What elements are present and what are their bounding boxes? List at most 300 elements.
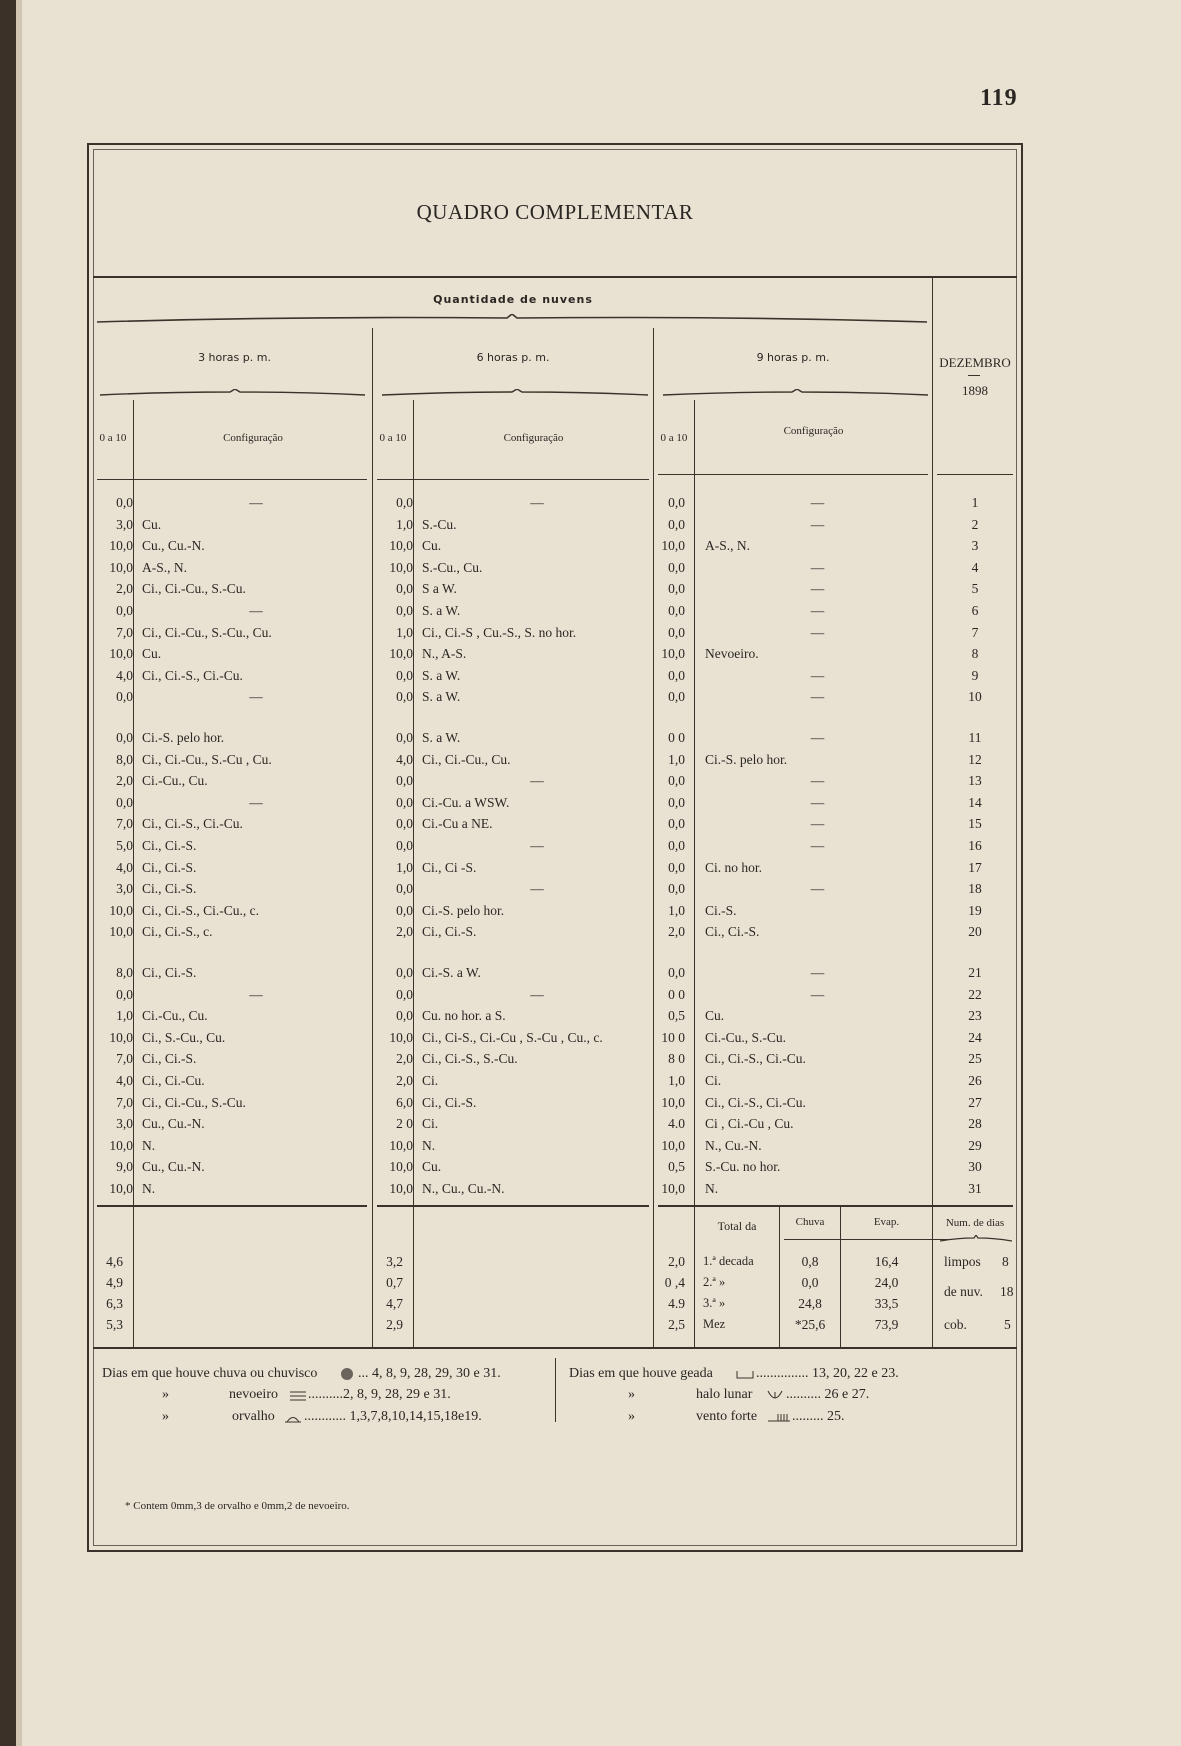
value-9pm: 0,0 — [668, 816, 685, 832]
config-3pm: — — [249, 495, 263, 510]
config-6pm: Ci.-S. a W. — [422, 965, 481, 980]
value-3pm: 2,0 — [116, 773, 133, 789]
days-cloudy-label: de nuv. — [944, 1284, 983, 1299]
page-binding-edge — [0, 0, 16, 1746]
config-3pm: Ci., Ci.-S., Ci.-Cu. — [142, 667, 243, 683]
value-6pm: 10,0 — [389, 646, 413, 662]
config-6pm: Cu. — [422, 1159, 442, 1175]
days-brace-icon — [940, 1235, 1012, 1243]
value-3pm: 7,0 — [116, 1094, 133, 1110]
config-6pm: Ci., Ci -S. — [422, 859, 477, 875]
day-number: 15 — [968, 816, 982, 832]
config-9pm: Ci., Ci.-S., Ci.-Cu. — [705, 1094, 806, 1110]
config-6pm: Ci., Ci.-S., S.-Cu. — [422, 1051, 518, 1067]
value-3pm: 0,0 — [116, 689, 133, 705]
summary-days-header: Num. de dias — [945, 1217, 1005, 1229]
value-6pm: 10,0 — [389, 559, 413, 575]
dew-symbol-icon — [284, 1413, 302, 1423]
config-3pm: Ci., Ci.-S. — [142, 965, 197, 980]
value-3pm: 7,0 — [116, 816, 133, 832]
dew-days: ............ 1,3,7,8,10,14,15,18e19. — [304, 1409, 482, 1424]
config-6pm: N., Cu., Cu.-N. — [422, 1181, 505, 1196]
value-9pm: 4.0 — [668, 1116, 685, 1132]
config-3pm: Ci., Ci.-S., Ci.-Cu., c. — [142, 902, 260, 918]
days-cloudy-value: 18 — [1000, 1284, 1014, 1299]
value-9pm: 10,0 — [661, 1094, 685, 1110]
config-3pm: Ci., Ci.-S. — [142, 859, 197, 875]
value-6pm: 10,0 — [389, 538, 413, 554]
value-9pm: 0,0 — [668, 965, 685, 980]
value-6pm: 6,0 — [396, 1094, 413, 1110]
summary-value-3pm: 6,3 — [106, 1296, 123, 1311]
value-3pm: 1,0 — [116, 1008, 133, 1024]
config-3pm: N. — [142, 1181, 156, 1196]
summary-evap: 24,0 — [874, 1275, 899, 1290]
summary-value-6pm: 3,2 — [386, 1254, 403, 1269]
config-6pm: — — [530, 495, 544, 510]
header-underline-a — [97, 479, 367, 480]
day-number: 12 — [968, 751, 982, 767]
summary-value-3pm: 4,6 — [106, 1254, 123, 1269]
value-9pm: 0,0 — [668, 624, 685, 640]
value-3pm: 0,0 — [116, 794, 133, 810]
days-clear-value: 8 — [1002, 1254, 1009, 1269]
fog-days: ..........2, 8, 9, 28, 29 e 31. — [308, 1387, 451, 1402]
config-6pm: N., A-S. — [422, 646, 467, 662]
config-3pm: — — [249, 689, 263, 705]
month-label: DEZEMBRO — [939, 355, 1011, 370]
value-3pm: 3,0 — [116, 1116, 133, 1132]
value-3pm: 10,0 — [109, 1181, 133, 1196]
summary-evap-header: Evap. — [873, 1216, 900, 1228]
summary-evap: 33,5 — [874, 1296, 899, 1311]
value-9pm: 0 0 — [668, 986, 685, 1002]
value-3pm: 0,0 — [116, 730, 133, 745]
day-number: 20 — [968, 924, 982, 940]
config-3pm: Ci., S.-Cu., Cu. — [142, 1029, 226, 1045]
month-dash — [968, 375, 980, 376]
config-9pm: Nevoeiro. — [705, 646, 759, 662]
config-6pm: Ci. — [422, 1116, 439, 1132]
config-3pm: Ci.-Cu., Cu. — [142, 1008, 208, 1024]
summary-rain: 24,8 — [798, 1296, 822, 1311]
summary-period: 1.ª decada — [703, 1254, 754, 1268]
value-6pm: 0,0 — [396, 902, 413, 918]
config-9pm: Ci. no hor. — [705, 859, 763, 875]
config-9pm: A-S., N. — [705, 538, 751, 554]
day-number: 29 — [968, 1137, 982, 1153]
value-3pm: 7,0 — [116, 1051, 133, 1067]
summary-value-9pm: 2,0 — [668, 1254, 685, 1269]
header-underline-b — [377, 479, 649, 480]
config-6pm: Ci.-Cu. a WSW. — [422, 794, 510, 810]
value-6pm: 2 0 — [396, 1116, 413, 1132]
config-6pm: S a W. — [422, 581, 457, 597]
config-3pm: Cu. — [142, 516, 162, 532]
config-3pm: — — [249, 603, 263, 618]
config-6pm: S. a W. — [422, 730, 461, 745]
config-3pm: A-S., N. — [142, 559, 188, 575]
value-6pm: 4,0 — [396, 751, 413, 767]
value-6pm: 0,0 — [396, 667, 413, 683]
day-number: 13 — [968, 773, 982, 789]
value-9pm: 0,0 — [668, 794, 685, 810]
config-3pm: Ci., Ci.-S., Ci.-Cu. — [142, 816, 243, 832]
frost-symbol-icon — [736, 1368, 754, 1380]
summary-value-9pm: 2,5 — [668, 1317, 685, 1332]
value-9pm: 0,5 — [668, 1159, 685, 1175]
config-6pm: — — [530, 986, 544, 1002]
day-number: 25 — [968, 1051, 982, 1067]
config-9pm: Ci.-S. pelo hor. — [705, 751, 788, 767]
config-3pm: Ci.-Cu., Cu. — [142, 773, 208, 789]
config-9pm: — — [810, 495, 825, 510]
value-3pm: 10,0 — [109, 1137, 133, 1153]
footer-divider — [555, 1358, 556, 1422]
day-number: 21 — [968, 965, 982, 980]
summary-value-6pm: 0,7 — [386, 1275, 403, 1290]
summary-rain: *25,6 — [794, 1317, 826, 1332]
summary-rule-a — [97, 1205, 367, 1207]
value-9pm: 0,0 — [668, 581, 685, 597]
value-3pm: 0,0 — [116, 603, 133, 618]
config-9pm: — — [810, 689, 825, 705]
value-3pm: 10,0 — [109, 1029, 133, 1045]
config-9pm: — — [810, 603, 825, 618]
value-9pm: 0,0 — [668, 773, 685, 789]
config-3pm: Ci., Ci.-S. — [142, 838, 197, 853]
day-number: 28 — [968, 1116, 982, 1132]
value-3pm: 10,0 — [109, 559, 133, 575]
value-9pm: 0,0 — [668, 689, 685, 705]
month-column-divider — [932, 277, 933, 1347]
config-9pm: Cu. — [705, 1008, 725, 1024]
summary-period: 2.ª » — [703, 1275, 726, 1289]
value-6pm: 10,0 — [389, 1137, 413, 1153]
fog-symbol-icon — [290, 1391, 306, 1401]
config-3pm: Cu., Cu.-N. — [142, 1116, 205, 1132]
lunar-halo-icon — [766, 1389, 784, 1401]
value-3pm: 3,0 — [116, 881, 133, 897]
config-6pm: Ci., Ci.-Cu., Cu. — [422, 751, 511, 767]
value-3pm: 7,0 — [116, 624, 133, 640]
value-9pm: 10,0 — [661, 1137, 685, 1153]
value-3pm: 3,0 — [116, 516, 133, 532]
config-6pm: S.-Cu. — [422, 516, 457, 532]
summary-rule-c — [658, 1205, 1013, 1207]
config-9pm: Ci., Ci.-S., Ci.-Cu. — [705, 1051, 806, 1067]
summary-value-9pm: 0 ,4 — [664, 1275, 685, 1290]
days-clear-label: limpos — [944, 1254, 981, 1269]
config-3pm: Ci., Ci.-Cu., S.-Cu., Cu. — [142, 624, 272, 640]
day-number: 24 — [968, 1029, 982, 1045]
page-binding-shadow — [16, 0, 22, 1746]
summary-total-header: Total da — [717, 1219, 757, 1233]
summary-rain: 0,0 — [801, 1275, 819, 1290]
day-number: 10 — [968, 689, 982, 705]
time-3pm: 3 horas p. m. — [198, 351, 271, 364]
config-label-c: Configuração — [783, 425, 844, 437]
value-3pm: 10,0 — [109, 902, 133, 918]
time-9pm: 9 horas p. m. — [756, 351, 830, 364]
config-3pm: — — [249, 794, 263, 810]
frost-days: ............... 13, 20, 22 e 23. — [756, 1366, 899, 1381]
year-label: 1898 — [962, 383, 988, 398]
config-9pm: N. — [705, 1181, 719, 1196]
summary-rain: 0,8 — [801, 1254, 819, 1269]
config-6pm: S. a W. — [422, 603, 461, 618]
day-number: 30 — [968, 1159, 982, 1175]
page-title: QUADRO COMPLEMENTAR — [416, 200, 694, 224]
header-rule — [93, 276, 1017, 278]
config-3pm: Ci., Ci.-Cu., S.-Cu. — [142, 1094, 246, 1110]
summary-period: Mez — [703, 1317, 726, 1331]
value-9pm: 2,0 — [668, 924, 685, 940]
summary-value-3pm: 5,3 — [106, 1317, 123, 1332]
value-9pm: 0,0 — [668, 881, 685, 897]
value-6pm: 0,0 — [396, 773, 413, 789]
config-6pm: — — [530, 773, 544, 789]
value-9pm: 0,0 — [668, 603, 685, 618]
summary-value-6pm: 2,9 — [386, 1317, 403, 1332]
value-6pm: 0,0 — [396, 794, 413, 810]
cloud-quantity-heading: Quantidade de nuvens — [433, 293, 593, 306]
value-3pm: 0,0 — [116, 986, 133, 1002]
config-3pm: Ci., Ci.-Cu. — [142, 1073, 205, 1088]
config-6pm: Ci., Ci-S., Ci.-Cu , S.-Cu , Cu., c. — [422, 1029, 603, 1045]
config-9pm: N., Cu.-N. — [705, 1137, 762, 1153]
config-9pm: — — [810, 730, 825, 745]
summary-value-6pm: 4,7 — [386, 1296, 403, 1311]
config-6pm: N. — [422, 1137, 436, 1153]
value-6pm: 2,0 — [396, 1073, 413, 1088]
summary-value-9pm: 4.9 — [668, 1296, 685, 1311]
config-9pm: — — [810, 624, 825, 640]
value-3pm: 8,0 — [116, 751, 133, 767]
rain-days: ... 4, 8, 9, 28, 29, 30 e 31. — [358, 1366, 501, 1381]
summary-rain-header: Chuva — [795, 1216, 825, 1228]
time-braces-icon — [100, 389, 940, 399]
strong-wind-icon — [768, 1411, 790, 1423]
header-underline-d — [937, 474, 1013, 475]
config-9pm: Ci , Ci.-Cu , Cu. — [705, 1116, 794, 1132]
config-3pm: — — [249, 986, 263, 1002]
fog-label: nevoeiro — [229, 1387, 278, 1402]
value-9pm: 1,0 — [668, 902, 685, 918]
config-3pm: Ci., Ci.-Cu., S.-Cu , Cu. — [142, 751, 272, 767]
day-number: 4 — [971, 559, 979, 575]
day-number: 8 — [971, 646, 979, 662]
halo-label: halo lunar — [696, 1387, 753, 1402]
config-6pm: Ci., Ci.-S , Cu.-S., S. no hor. — [422, 624, 577, 640]
value-3pm: 10,0 — [109, 924, 133, 940]
config-6pm: Ci.-S. pelo hor. — [422, 902, 505, 918]
value-9pm: 10,0 — [661, 646, 685, 662]
config-9pm: — — [810, 986, 825, 1002]
day-number: 16 — [968, 838, 982, 853]
config-6pm: Cu. no hor. a S. — [422, 1008, 506, 1024]
config-3pm: Cu. — [142, 646, 162, 662]
day-number: 17 — [968, 859, 982, 875]
day-number: 5 — [971, 581, 979, 597]
value-9pm: 0,0 — [668, 516, 685, 532]
config-9pm: Ci.-S. — [705, 902, 737, 918]
value-9pm: 0,0 — [668, 667, 685, 683]
day-number: 14 — [968, 794, 982, 810]
value-6pm: 1,0 — [396, 516, 413, 532]
day-number: 6 — [971, 603, 979, 618]
value-6pm: 1,0 — [396, 859, 413, 875]
dew-label: orvalho — [232, 1409, 275, 1424]
value-6pm: 0,0 — [396, 816, 413, 832]
value-3pm: 4,0 — [116, 859, 133, 875]
rain-label: Dias em que houve chuva ou chuvisco — [102, 1366, 318, 1381]
value-9pm: 0,0 — [668, 838, 685, 853]
header-underline-c — [658, 474, 928, 475]
config-3pm: Cu., Cu.-N. — [142, 1159, 205, 1175]
value-9pm: 8 0 — [668, 1051, 685, 1067]
ornamental-brace-icon — [97, 314, 927, 324]
value-6pm: 0,0 — [396, 965, 413, 980]
config-9pm: — — [810, 881, 825, 897]
value-3pm: 10,0 — [109, 538, 133, 554]
config-3pm: Ci., Ci.-S. — [142, 1051, 197, 1067]
value-6pm: 0,0 — [396, 1008, 413, 1024]
summary-rule-b — [377, 1205, 649, 1207]
config-9pm: Ci., Ci.-S. — [705, 924, 760, 940]
config-6pm: Ci., Ci.-S. — [422, 924, 477, 940]
summary-evap: 73,9 — [874, 1317, 899, 1332]
config-3pm: Ci., Ci.-S. — [142, 881, 197, 897]
footnote: * Contem 0mm,3 de orvalho e 0mm,2 de nevoeiro. — [125, 1500, 350, 1512]
dew-prefix: » — [162, 1409, 169, 1424]
day-number: 27 — [968, 1094, 982, 1110]
config-9pm: S.-Cu. no hor. — [705, 1159, 781, 1175]
value-9pm: 10,0 — [661, 1181, 685, 1196]
value-3pm: 4,0 — [116, 667, 133, 683]
frost-label: Dias em que houve geada — [569, 1366, 713, 1381]
config-label-a: Configuração — [223, 432, 283, 444]
value-6pm: 0,0 — [396, 986, 413, 1002]
value-9pm: 0,0 — [668, 495, 685, 510]
value-6pm: 0,0 — [396, 689, 413, 705]
config-9pm: — — [810, 838, 825, 853]
days-covered-value: 5 — [1004, 1317, 1011, 1332]
value-9pm: 10,0 — [661, 538, 685, 554]
value-6pm: 0,0 — [396, 881, 413, 897]
config-6pm: Ci. — [422, 1073, 439, 1088]
wind-prefix: » — [628, 1409, 635, 1424]
time-6pm: 6 horas p. m. — [476, 351, 550, 364]
config-6pm: Ci., Ci.-S. — [422, 1094, 477, 1110]
range-label-a: 0 a 10 — [99, 432, 127, 444]
config-9pm: — — [810, 965, 825, 980]
day-number: 19 — [968, 902, 982, 918]
value-9pm: 0,5 — [668, 1008, 685, 1024]
day-number: 31 — [968, 1181, 982, 1196]
day-number: 23 — [968, 1008, 982, 1024]
summary-period: 3.ª » — [703, 1296, 726, 1310]
value-3pm: 2,0 — [116, 581, 133, 597]
config-9pm: Ci. — [705, 1073, 722, 1088]
day-number: 22 — [968, 986, 982, 1002]
config-9pm: — — [810, 794, 825, 810]
value-3pm: 4,0 — [116, 1073, 133, 1088]
summary-value-3pm: 4,9 — [106, 1275, 123, 1290]
config-label-b: Configuração — [503, 432, 564, 444]
value-6pm: 2,0 — [396, 1051, 413, 1067]
config-9pm: — — [810, 559, 825, 575]
day-number: 11 — [968, 730, 982, 745]
value-6pm: 0,0 — [396, 495, 413, 510]
day-number: 7 — [971, 624, 979, 640]
day-number: 26 — [968, 1073, 982, 1088]
days-covered-label: cob. — [944, 1317, 967, 1332]
value-9pm: 10 0 — [661, 1029, 685, 1045]
value-3pm: 0,0 — [116, 495, 133, 510]
config-6pm: Cu. — [422, 538, 442, 554]
value-6pm: 0,0 — [396, 603, 413, 618]
day-number: 3 — [971, 538, 979, 554]
config-9pm: Ci.-Cu., S.-Cu. — [705, 1029, 787, 1045]
summary-evap: 16,4 — [874, 1254, 899, 1269]
value-9pm: 0 0 — [668, 730, 685, 745]
footer-rule — [93, 1347, 1017, 1349]
page-number: 119 — [980, 85, 1018, 111]
day-number: 9 — [971, 667, 979, 683]
config-3pm: Ci., Ci.-Cu., S.-Cu. — [142, 581, 246, 597]
day-number: 18 — [968, 881, 982, 897]
wind-days: ......... 25. — [792, 1409, 845, 1424]
config-6pm: — — [530, 881, 544, 897]
value-6pm: 1,0 — [396, 624, 413, 640]
value-3pm: 9,0 — [116, 1159, 133, 1175]
config-3pm: N. — [142, 1137, 156, 1153]
config-9pm: — — [810, 667, 825, 683]
day-number: 2 — [971, 516, 979, 532]
value-3pm: 8,0 — [116, 965, 133, 980]
halo-days: .......... 26 e 27. — [786, 1387, 870, 1402]
config-6pm: S.-Cu., Cu. — [422, 559, 483, 575]
value-6pm: 10,0 — [389, 1029, 413, 1045]
fog-prefix: » — [162, 1387, 169, 1402]
value-6pm: 0,0 — [396, 838, 413, 853]
summary-subheader-rule — [784, 1239, 952, 1240]
config-9pm: — — [810, 816, 825, 832]
day-number: 1 — [971, 495, 979, 510]
value-6pm: 10,0 — [389, 1181, 413, 1196]
config-3pm: Ci., Ci.-S., c. — [142, 924, 213, 940]
config-3pm: Ci.-S. pelo hor. — [142, 730, 225, 745]
config-6pm: S. a W. — [422, 667, 461, 683]
value-9pm: 0,0 — [668, 559, 685, 575]
value-6pm: 0,0 — [396, 581, 413, 597]
value-9pm: 1,0 — [668, 751, 685, 767]
value-9pm: 0,0 — [668, 859, 685, 875]
rain-symbol-icon — [340, 1367, 354, 1381]
config-9pm: — — [810, 773, 825, 789]
config-6pm: S. a W. — [422, 689, 461, 705]
config-6pm: — — [530, 838, 544, 853]
wind-label: vento forte — [696, 1409, 758, 1424]
value-6pm: 0,0 — [396, 730, 413, 745]
value-3pm: 5,0 — [116, 838, 133, 853]
config-9pm: — — [810, 516, 825, 532]
value-9pm: 1,0 — [668, 1073, 685, 1088]
halo-prefix: » — [628, 1387, 635, 1402]
range-label-b: 0 a 10 — [379, 432, 407, 444]
range-label-c: 0 a 10 — [660, 432, 688, 444]
